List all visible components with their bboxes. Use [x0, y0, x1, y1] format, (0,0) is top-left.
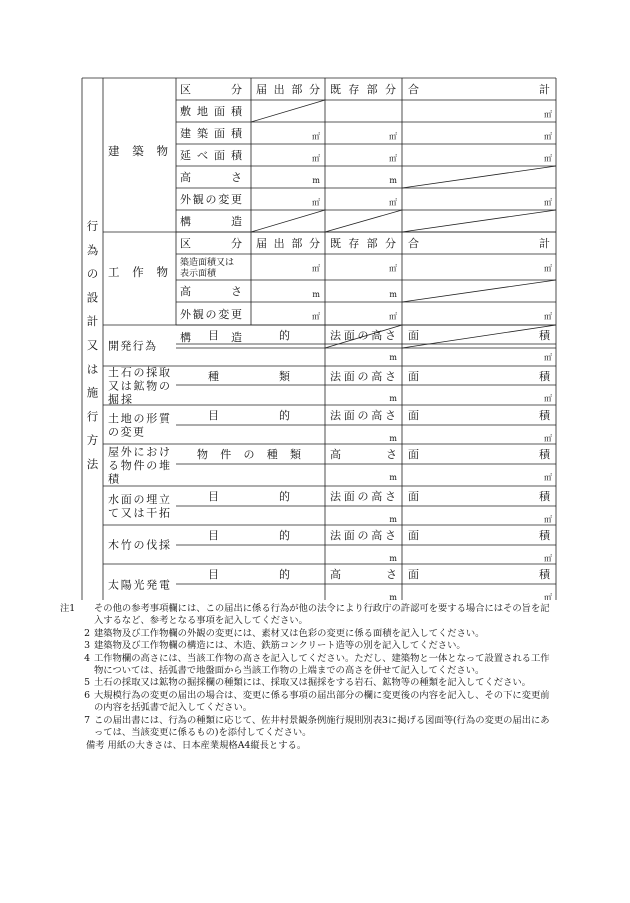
note-text: 建築物及び工作物欄の構造には、木造、鉄筋コンクリート造等の別を記入してください。: [94, 640, 466, 652]
act-header: 法面の高さ: [330, 370, 396, 383]
act-header: 高: [330, 448, 341, 461]
act-label: 又は鉱物の: [108, 379, 170, 393]
unit-label: m: [389, 554, 397, 563]
header-kubun: 区分: [180, 237, 242, 250]
header-kubun: 区分: [180, 83, 242, 96]
act-header: 目: [208, 329, 219, 342]
structure-label: 工作物: [108, 265, 168, 279]
unit-label: m: [389, 176, 397, 185]
act-header: 面: [408, 370, 419, 383]
note-text: 建築物及び工作物欄の外観の変更には、素材又は色彩の変更に係る面積を記入してください。: [94, 627, 485, 639]
unit-label: m: [312, 290, 320, 299]
structure-row-label: 築造面積又は: [180, 258, 235, 268]
section-label-char: 行: [86, 409, 99, 424]
header-todoke: 届出部分: [256, 83, 320, 96]
act-label: の変更: [108, 425, 144, 439]
unit-label: ㎡: [389, 198, 397, 207]
slash-line: [402, 280, 556, 302]
unit-label: ㎡: [389, 154, 397, 163]
section-label-char: の: [86, 266, 99, 281]
act-header: 法面の高さ: [330, 329, 396, 342]
note-number: 4: [84, 652, 90, 664]
act-label: 屋外におけ: [108, 445, 170, 459]
section-label-char: 又: [86, 338, 99, 352]
unit-label: ㎡: [312, 264, 320, 273]
act-header: 法面の高さ: [330, 529, 396, 542]
section-label-char: は: [86, 361, 99, 376]
note-item: [74, 640, 554, 652]
unit-label: m: [389, 593, 397, 600]
note-item: [60, 603, 554, 628]
section-label-char: 為: [86, 242, 99, 257]
note-item: [74, 628, 554, 640]
building-row-label: 建築面積: [180, 127, 242, 140]
unit-label: m: [389, 353, 397, 362]
section-label-char: 方: [86, 433, 99, 448]
section-label-char: 設: [86, 290, 99, 305]
unit-label: m: [312, 176, 320, 185]
structure-row-label: 高さ: [180, 285, 242, 298]
section-label-char: 法: [86, 457, 99, 471]
act-header: 目: [208, 568, 219, 581]
building-row-label: 延べ面積: [180, 149, 242, 162]
slash-line: [402, 325, 556, 348]
note-number: 注1: [60, 603, 76, 614]
act-label: 水面の埋立: [108, 492, 170, 506]
unit-label: ㎡: [544, 353, 552, 362]
act-header: 類: [279, 370, 290, 383]
slash-line: [402, 166, 556, 188]
act-label: て又は干拓: [108, 506, 170, 520]
note-text: この届出書には、行為の種類に応じて、佐井村景観条例施行規則別表3に掲げる図面等(行為の変更の届出にあっては、当該変更に係るもの)を添付してください。: [94, 714, 550, 739]
act-header: 的: [279, 529, 290, 542]
unit-label: ㎡: [544, 312, 552, 321]
act-header: 的: [279, 490, 290, 503]
unit-label: m: [389, 394, 397, 403]
unit-label: ㎡: [544, 198, 552, 207]
act-label: 太陽光発電: [108, 578, 170, 592]
act-header: 面: [408, 568, 419, 581]
structure-row-label: 構造: [180, 331, 242, 344]
slash-line: [402, 210, 556, 232]
act-header: 高: [330, 568, 341, 581]
header-goukei: 計: [539, 83, 550, 96]
unit-label: ㎡: [544, 110, 552, 119]
act-header: 目: [208, 529, 219, 542]
act-header: 積: [539, 490, 550, 503]
unit-label: ㎡: [544, 154, 552, 163]
note-item: [74, 715, 554, 740]
unit-label: ㎡: [312, 132, 320, 141]
act-label: 土地の形質: [108, 411, 170, 425]
header-kison: 既存部分: [330, 83, 396, 96]
header-goukei: 合: [408, 237, 419, 250]
remarks: 備考 用紙の大きさは、日本産業規格A4縦長とする。: [86, 740, 307, 752]
unit-label: ㎡: [389, 264, 397, 273]
notes-section: [60, 603, 554, 753]
unit-label: ㎡: [544, 264, 552, 273]
act-label: 掘採: [108, 393, 132, 406]
act-header: 目: [208, 409, 219, 422]
act-header: 法面の高さ: [330, 490, 396, 503]
note-item: [74, 653, 554, 678]
act-header: 面: [408, 448, 419, 461]
act-header: さ: [386, 448, 397, 461]
act-header: 法面の高さ: [330, 409, 396, 422]
header-goukei: 合: [408, 83, 419, 96]
act-header: 積: [539, 329, 550, 342]
building-row-label: 高さ: [180, 171, 242, 184]
building-row-label: 外観の変更: [180, 193, 242, 206]
note-text: 工作物欄の高さには、当該工作物の高さを記入してください。ただし、建築物と一体となって設置される工作物については、括弧書で地盤面から当該工作物の上端までの高さを併せて記入してください。: [94, 652, 550, 677]
note-text: 大規模行為の変更の届出の場合は、変更に係る事項の届出部分の欄に変更後の内容を記入し、その下に変更前の内容を括弧書で記入してください。: [94, 689, 550, 714]
act-header: 積: [539, 409, 550, 422]
slash-line: [251, 210, 325, 232]
note-item: [74, 690, 554, 715]
act-label: 開発行為: [108, 339, 156, 353]
act-label: 積: [108, 472, 119, 486]
act-header: 積: [539, 370, 550, 383]
unit-label: ㎡: [544, 473, 552, 482]
note-item: [74, 677, 554, 689]
act-header: 積: [539, 448, 550, 461]
act-header: さ: [386, 568, 397, 581]
header-goukei: 計: [539, 237, 550, 250]
act-label: 土石の採取: [108, 366, 170, 379]
unit-label: ㎡: [389, 312, 397, 321]
act-header: 的: [279, 329, 290, 342]
act-label: 木竹の伐採: [108, 538, 170, 552]
note-number: 3: [84, 640, 90, 652]
unit-label: ㎡: [312, 198, 320, 207]
note-text: 土石の採取又は鉱物の掘採欄の種類には、採取又は掘採をする岩石、鉱物等の種類を記入してください。: [94, 677, 531, 689]
note-number: 2: [84, 627, 90, 639]
structure-row-label: 外観の変更: [180, 308, 242, 321]
section-label-char: 計: [86, 314, 99, 329]
building-label: 建築物: [108, 144, 168, 158]
act-header: 面: [408, 529, 419, 542]
unit-label: m: [389, 290, 397, 299]
act-header: 面: [408, 409, 419, 422]
header-todoke: 届出部分: [256, 237, 320, 250]
unit-label: ㎡: [312, 312, 320, 321]
unit-label: m: [389, 473, 397, 482]
note-number: 6: [84, 689, 90, 701]
unit-label: ㎡: [389, 132, 397, 141]
act-header: 面: [408, 490, 419, 503]
header-kison: 既存部分: [330, 237, 396, 250]
act-header: 積: [539, 568, 550, 581]
unit-label: ㎡: [544, 554, 552, 563]
structure-row-label: 表示面積: [180, 269, 217, 279]
act-header: 種: [208, 370, 219, 383]
note-text: その他の参考事項欄には、この届出に係る行為が他の法令により行政庁の許認可を要する場合にはその旨を記入するなど、参考となる事項を記入してください。: [94, 603, 550, 627]
building-row-label: 敷地面積: [180, 105, 242, 118]
act-header: 物件の種類: [197, 448, 301, 461]
unit-label: ㎡: [544, 394, 552, 403]
act-header: 目: [208, 490, 219, 503]
act-header: 積: [539, 529, 550, 542]
unit-label: ㎡: [544, 515, 552, 524]
note-number: 7: [84, 714, 90, 726]
unit-label: ㎡: [312, 154, 320, 163]
unit-label: ㎡: [544, 593, 552, 600]
note-number: 5: [84, 677, 90, 689]
unit-label: ㎡: [544, 434, 552, 443]
act-label: る物件の堆: [108, 459, 170, 472]
slash-line: [325, 210, 402, 232]
unit-label: m: [389, 434, 397, 443]
section-label-char: 施: [86, 385, 99, 400]
act-header: 的: [279, 409, 290, 422]
act-header: 面: [408, 329, 419, 342]
unit-label: ㎡: [544, 132, 552, 141]
slash-line: [251, 100, 325, 122]
unit-label: m: [389, 515, 397, 524]
section-label-char: 行: [86, 219, 99, 233]
act-header: 的: [279, 568, 290, 581]
building-row-label: 構造: [180, 215, 242, 228]
